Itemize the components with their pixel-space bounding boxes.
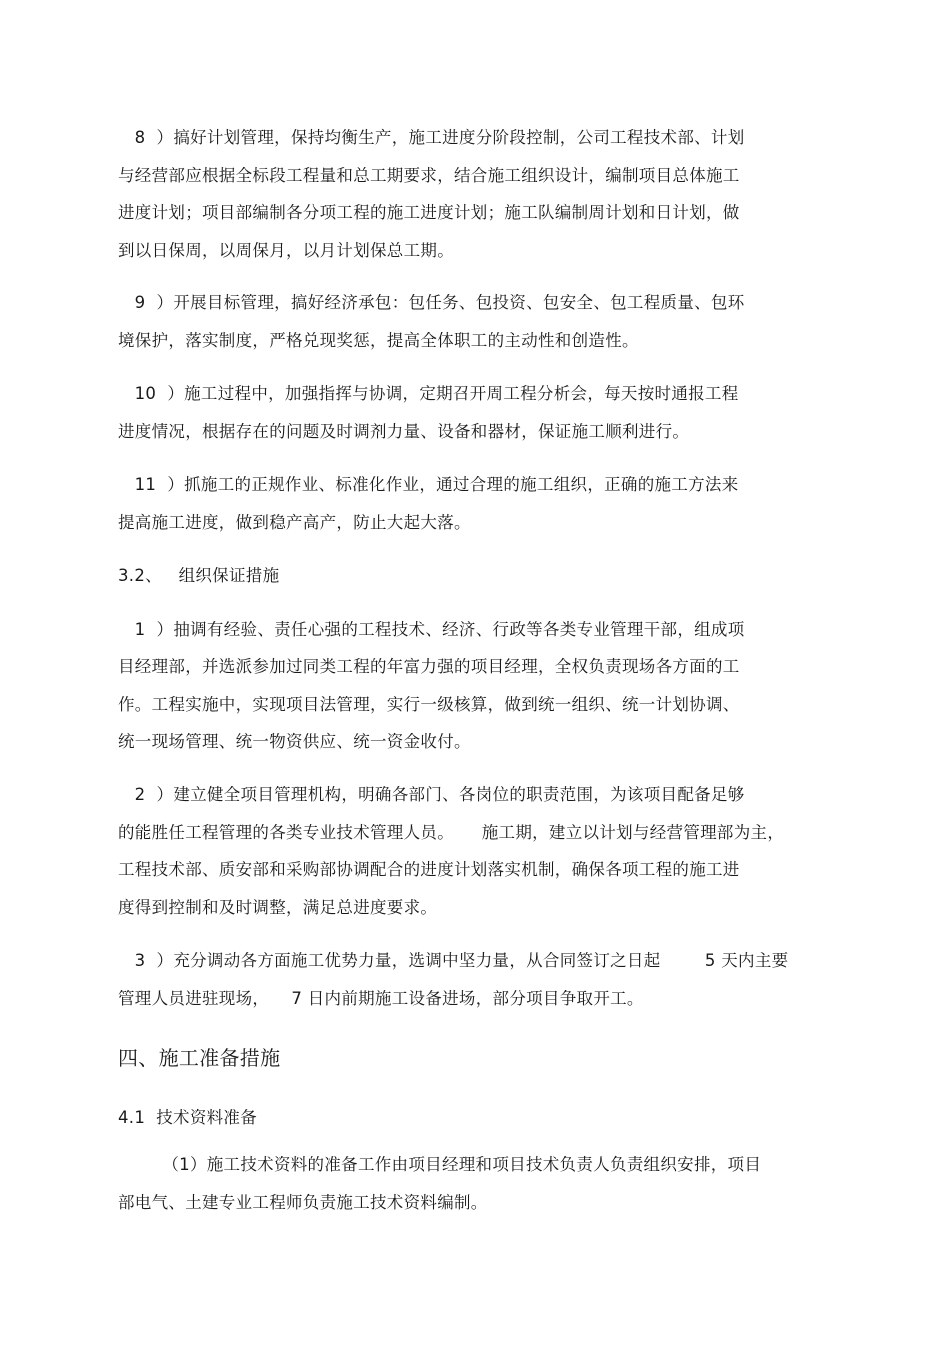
paragraph-prep-item-1-line-1: （1）施工技术资料的准备工作由项目经理和项目技术负责人负责组织安排，项目 [118, 1155, 762, 1174]
chapter-heading-4: 四、施工准备措施 [118, 1046, 281, 1070]
paragraph-item-8-line-2: 与经营部应根据全标段工程量和总工期要求，结合施工组织设计，编制项目总体施工 [118, 166, 740, 185]
paragraph-item-11-line-2: 提高施工进度，做到稳产高产，防止大起大落。 [118, 513, 471, 532]
paragraph-org-item-3-line-2: 管理人员进驻现场， 7 日内前期施工设备进场，部分项目争取开工。 [118, 989, 644, 1008]
paragraph-org-item-2-line-2: 的能胜任工程管理的各类专业技术管理人员。 施工期，建立以计划与经营管理部为主， [118, 823, 785, 842]
paragraph-org-item-2-line-4: 度得到控制和及时调整，满足总进度要求。 [118, 898, 438, 917]
paragraph-item-8-line-3: 进度计划；项目部编制各分项工程的施工进度计划；施工队编制周计划和日计划，做 [118, 203, 740, 222]
section-heading-4-1: 4.1 技术资料准备 [118, 1108, 258, 1127]
paragraph-item-8-line-1: 8 ）搞好计划管理，保持均衡生产，施工进度分阶段控制，公司工程技术部、计划 [118, 128, 745, 147]
paragraph-org-item-1-line-1: 1 ）抽调有经验、责任心强的工程技术、经济、行政等各类专业管理干部，组成项 [118, 620, 745, 639]
paragraph-item-8-line-4: 到以日保周，以周保月，以月计划保总工期。 [118, 241, 454, 260]
paragraph-item-9-line-1: 9 ）开展目标管理，搞好经济承包：包任务、包投资、包安全、包工程质量、包环 [118, 293, 745, 312]
paragraph-org-item-2-line-3: 工程技术部、质安部和采购部协调配合的进度计划落实机制，确保各项工程的施工进 [118, 860, 740, 879]
paragraph-org-item-1-line-2: 目经理部，并选派参加过同类工程的年富力强的项目经理，全权负责现场各方面的工 [118, 657, 740, 676]
paragraph-item-10-line-2: 进度情况，根据存在的问题及时调剂力量、设备和器材，保证施工顺利进行。 [118, 422, 690, 441]
paragraph-org-item-1-line-4: 统一现场管理、统一物资供应、统一资金收付。 [118, 732, 471, 751]
paragraph-org-item-1-line-3: 作。工程实施中，实现项目法管理，实行一级核算，做到统一组织、统一计划协调、 [118, 695, 740, 714]
section-heading-3-2: 3.2、 组织保证措施 [118, 566, 280, 585]
paragraph-org-item-3-line-1: 3 ）充分调动各方面施工优势力量，选调中坚力量，从合同签订之日起 5 天内主要 [118, 951, 789, 970]
paragraph-item-9-line-2: 境保护，落实制度，严格兑现奖惩，提高全体职工的主动性和创造性。 [118, 331, 639, 350]
paragraph-prep-item-1-line-2: 部电气、土建专业工程师负责施工技术资料编制。 [118, 1193, 488, 1212]
paragraph-org-item-2-line-1: 2 ）建立健全项目管理机构，明确各部门、各岗位的职责范围，为该项目配备足够 [118, 785, 745, 804]
paragraph-item-10-line-1: 10 ）施工过程中，加强指挥与协调，定期召开周工程分析会，每天按时通报工程 [118, 384, 739, 403]
paragraph-item-11-line-1: 11 ）抓施工的正规作业、标准化作业，通过合理的施工组织，正确的施工方法来 [118, 475, 739, 494]
